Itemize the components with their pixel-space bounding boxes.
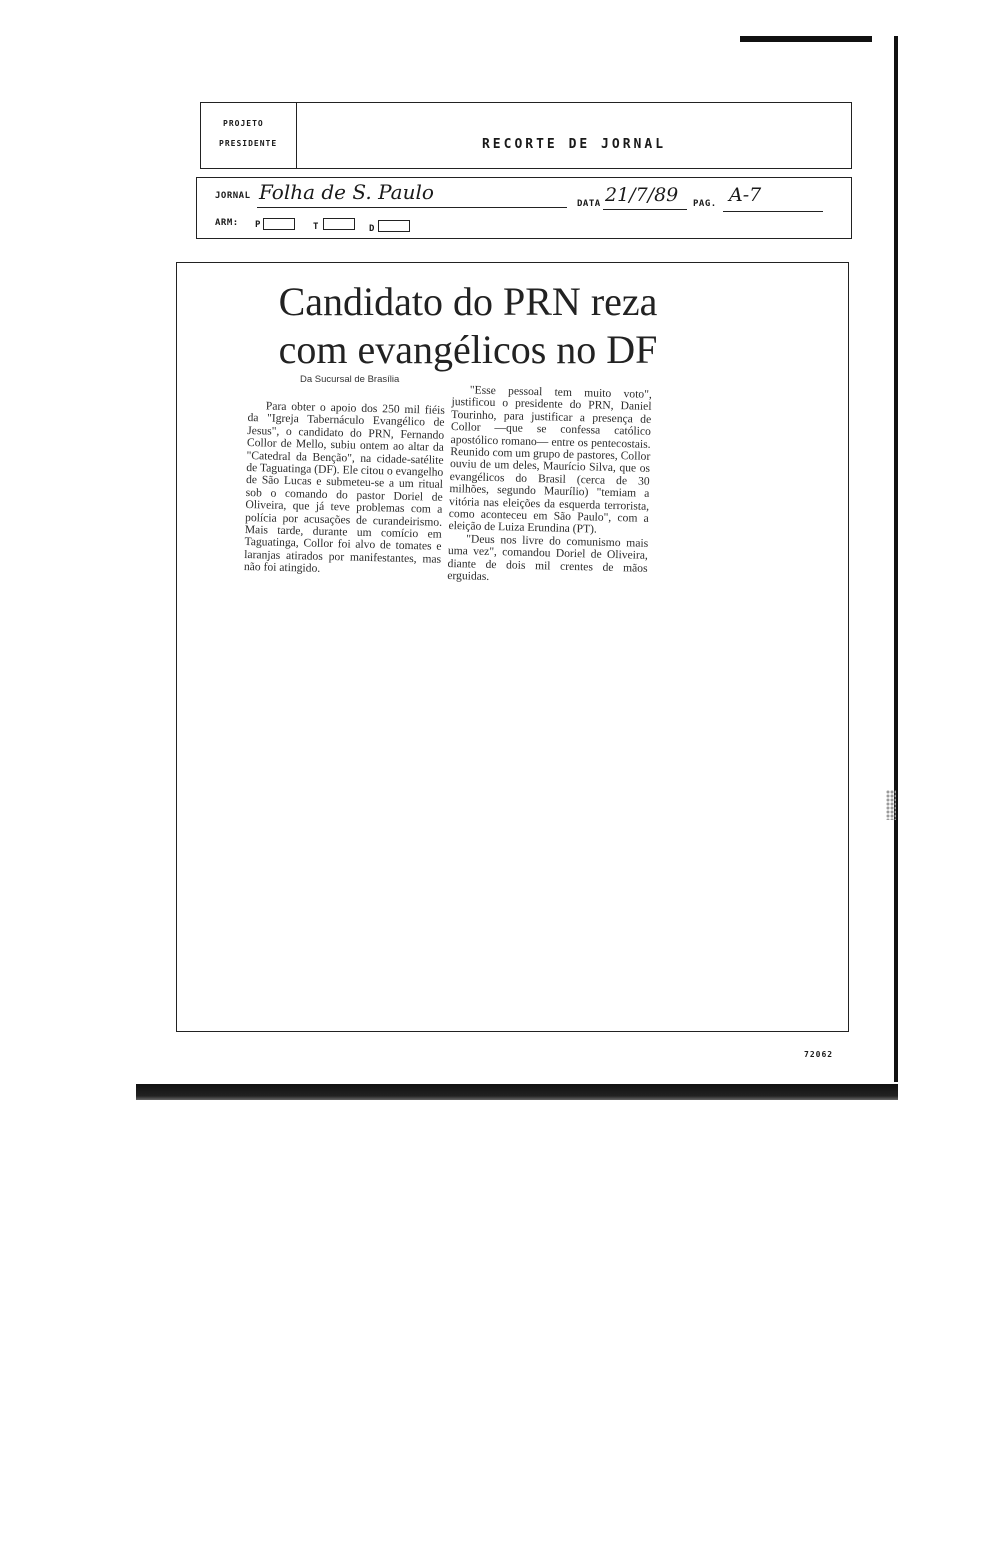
arm-label: ARM: <box>215 218 239 228</box>
jornal-underline <box>257 207 567 208</box>
arm-t-label: T <box>313 222 319 232</box>
clipping-header <box>200 102 852 169</box>
arm-p-label: P <box>255 220 261 230</box>
article-paragraph: "Esse pessoal tem muito voto", justificou o presidente do PRN, Daniel Tourinho, para justificar a presença de Collor —que se confessa católico apostólico romano— entre os pentecostais. Reunido com um grupo de pastores, Collor ouviu de um deles, Maurício Silva, que os evangélicos do Brasil (cerca de 30 milhões, segundo Maurílio) "temiam a vitória nas eleições da esquerda terrorista, como aconteceu em São Paulo", com a eleição de Luiza Erundina (PT). <box>448 383 652 537</box>
project-label-line1: PROJETO <box>223 119 264 128</box>
article-column-2 <box>447 384 652 587</box>
article-column-1 <box>244 400 445 578</box>
clipping-info <box>196 177 852 239</box>
article-paragraph: Para obter o apoio dos 250 mil fiéis da "Igreja Tabernáculo Evangélico de Jesus", o candidato do PRN, Fernando Collor de Mello, subiu ontem ao altar da "Catedral da Benção", na cidade-satélite de Taguatinga (DF). Ele citou o evangelho de São Lucas e submeteu-se a um ritual sob o comando do pastor Doriel de Oliveira, que já teve problemas com a polícia por acusações de curandeirismo. Mais tarde, durante um comício em Taguatinga, Collor foi alvo de tomates e laranjas atirados por manifestantes, mas não foi atingido. <box>243 399 445 576</box>
scan-noise <box>886 790 896 820</box>
project-label-line2: PRESIDENTE <box>219 139 278 148</box>
project-cell <box>201 103 297 168</box>
data-label: DATA <box>577 199 601 209</box>
pag-underline <box>723 211 823 212</box>
arm-p-box <box>263 218 295 230</box>
data-value: 21/7/89 <box>605 184 679 206</box>
data-underline <box>603 209 687 210</box>
scan-edge-bottom <box>136 1082 898 1100</box>
jornal-label: JORNAL <box>215 191 251 201</box>
article-frame <box>176 262 849 1032</box>
headline-line-1: Candidato do PRN reza <box>278 279 658 324</box>
pag-value: A-7 <box>729 184 762 206</box>
scan-edge-right <box>872 36 898 1100</box>
clipping-title: RECORTE DE JORNAL <box>481 137 667 152</box>
article-byline: Da Sucursal de Brasília <box>300 374 400 385</box>
arm-d-label: D <box>369 224 375 234</box>
arm-d-box <box>378 220 410 232</box>
clipping-reference-number: 72062 <box>804 1050 834 1059</box>
jornal-value: Folha de S. Paulo <box>259 180 434 204</box>
pag-label: PAG. <box>693 199 717 209</box>
headline-line-2: com evangélicos no DF <box>278 327 658 372</box>
article-headline <box>268 278 668 374</box>
arm-t-box <box>323 218 355 230</box>
article-paragraph: "Deus nos livre do comunismo mais uma vez", comandou Doriel de Oliveira, diante de dois mil crentes de mãos erguidas. <box>447 532 649 584</box>
